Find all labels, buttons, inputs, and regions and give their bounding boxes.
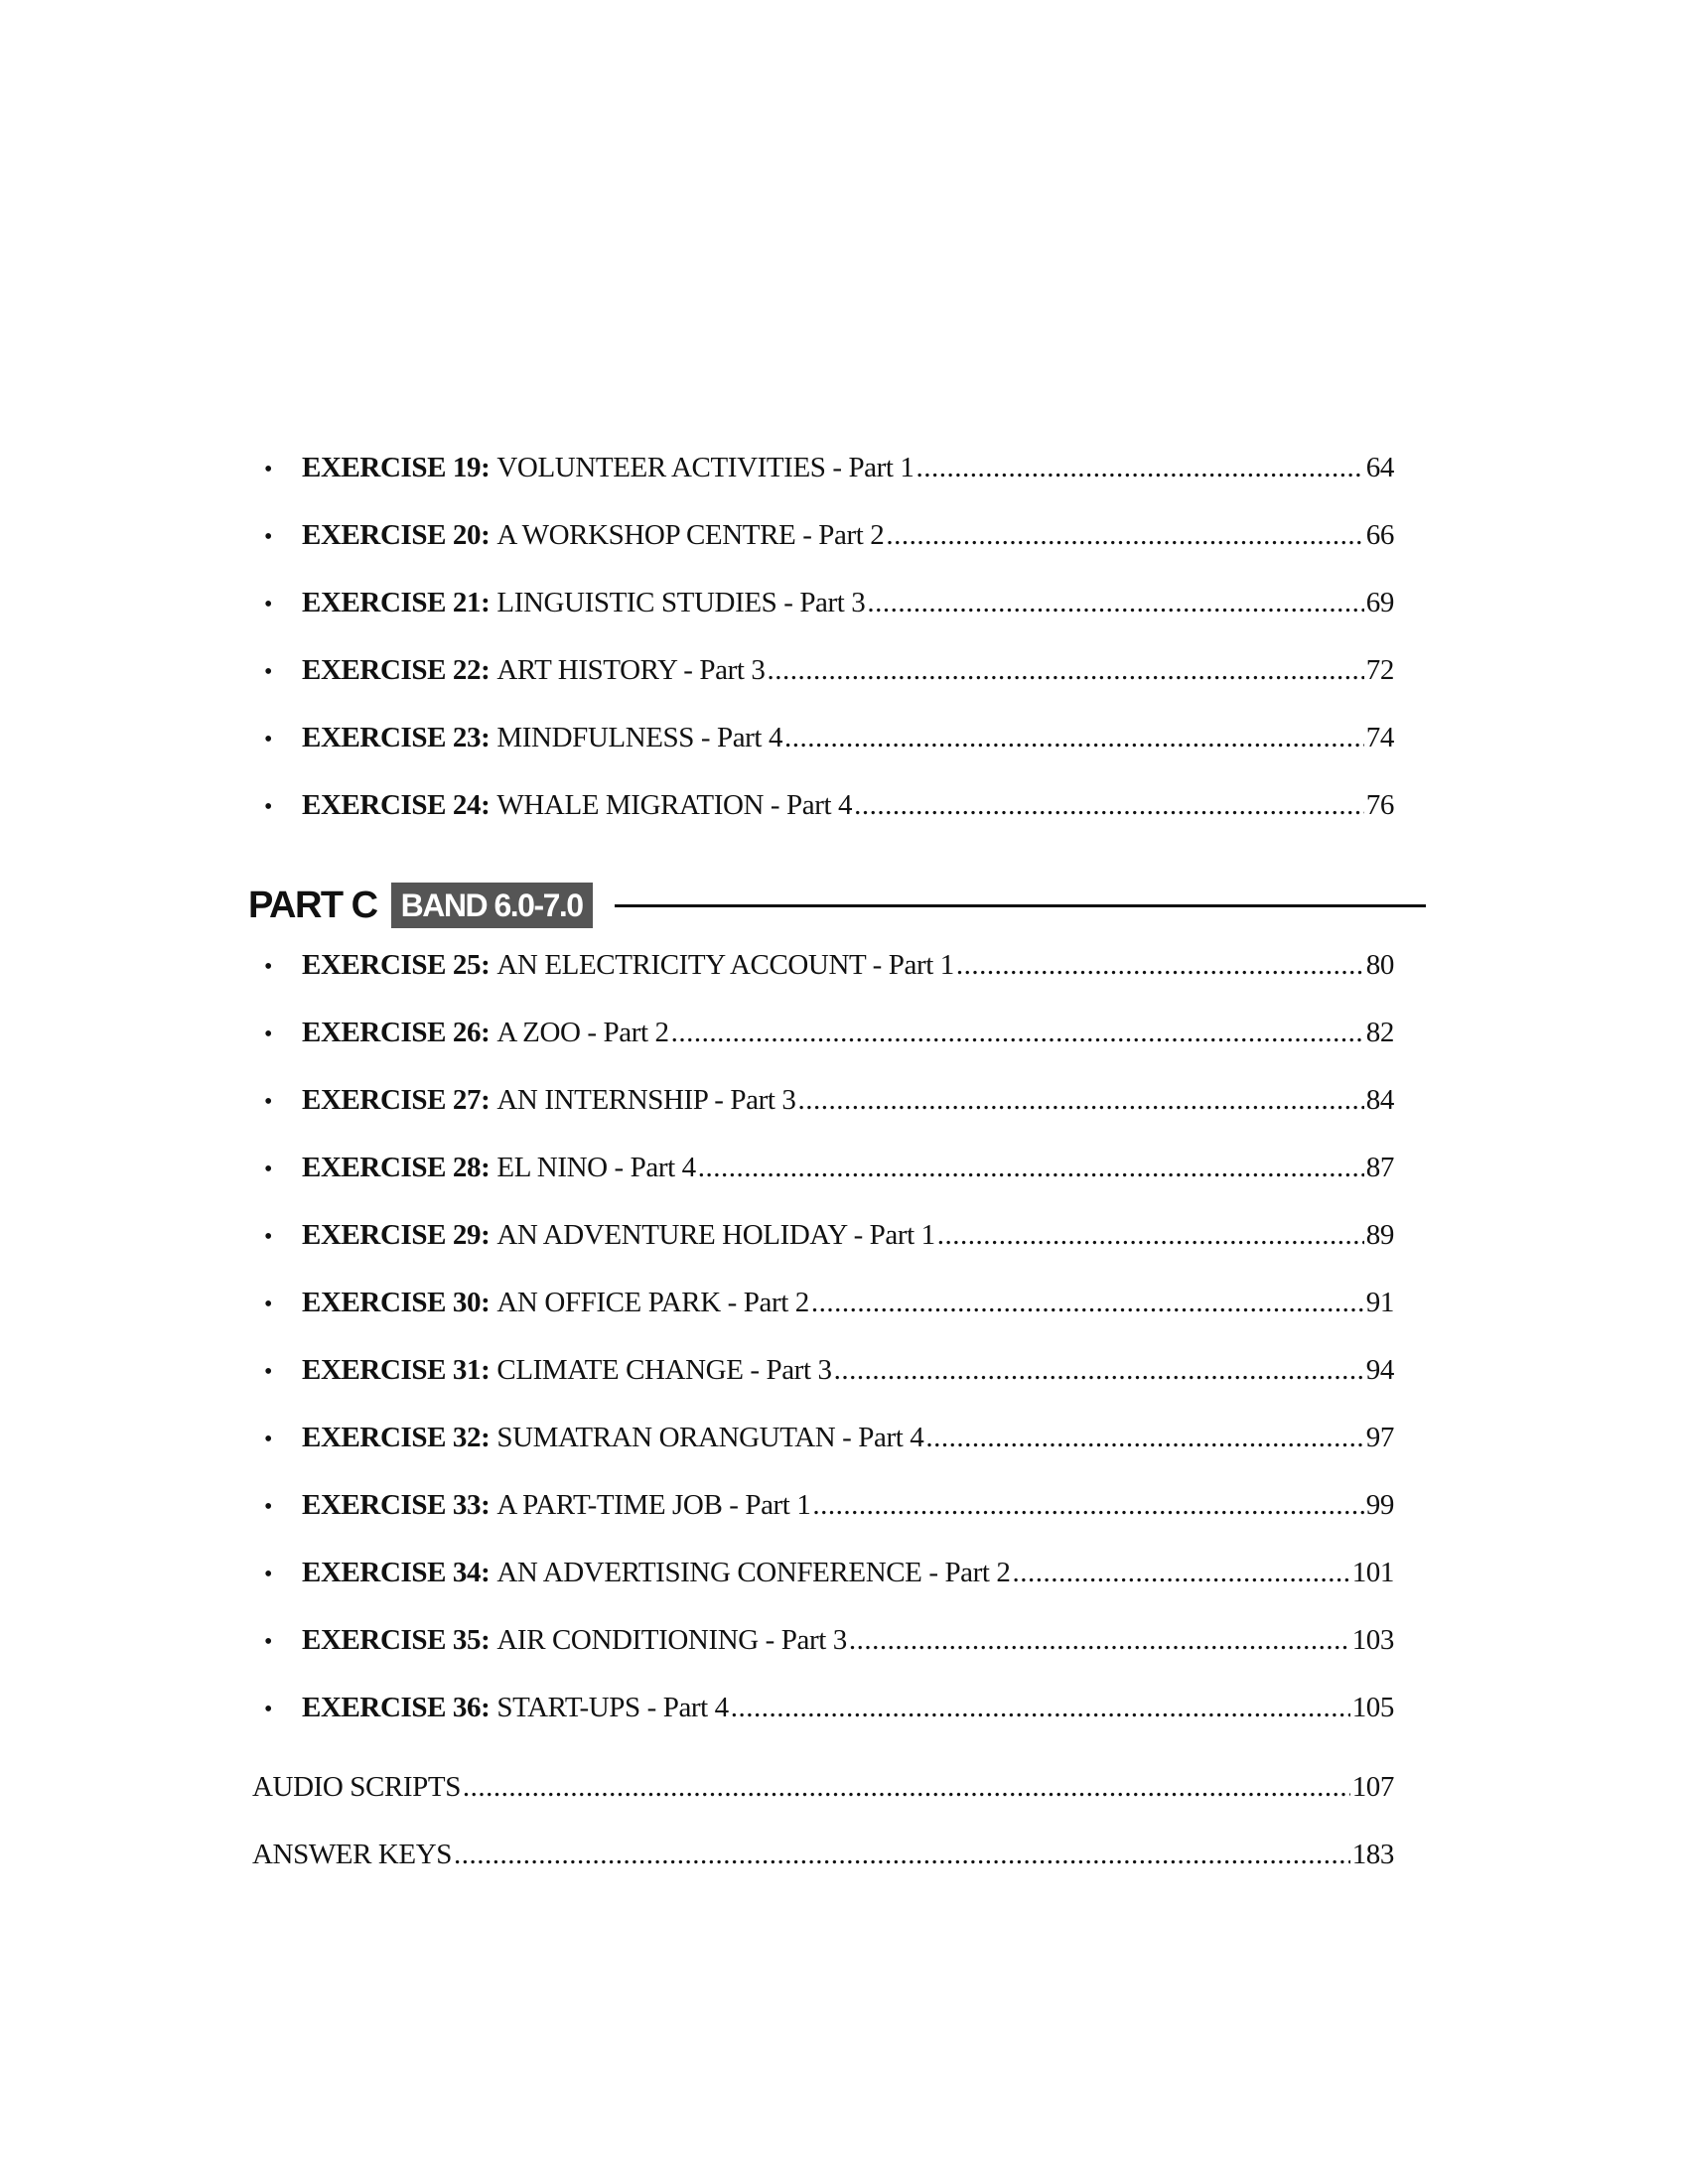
page-number: 74 [1365,722,1394,753]
dot-leader [463,1771,1350,1804]
exercise-number: EXERCISE 36: [302,1692,491,1723]
bullet-icon: • [264,1427,273,1452]
dot-leader [731,1692,1350,1724]
dot-leader [854,789,1364,822]
dot-leader [454,1839,1350,1871]
dot-leader [767,654,1363,687]
entry-title: AN OFFICE PARK - Part 2 [496,1287,809,1318]
toc-entry[interactable] [248,789,1394,857]
bullet-icon: • [264,592,273,617]
toc-entry[interactable] [248,1354,1394,1422]
dot-leader [956,949,1364,982]
page-number: 82 [1365,1017,1394,1048]
page-number: 97 [1365,1422,1394,1453]
dot-leader [1013,1557,1350,1589]
exercise-number: EXERCISE 31: [302,1354,491,1386]
toc-entry[interactable] [248,1624,1394,1692]
bullet-icon: • [264,954,273,980]
entry-title: AIR CONDITIONING - Part 3 [496,1624,847,1656]
toc-entry[interactable] [248,1287,1394,1354]
page-number: 105 [1351,1692,1394,1723]
entry-title: WHALE MIGRATION - Part 4 [496,789,853,821]
bullet-icon: • [264,1697,273,1722]
toc-entry[interactable] [248,1839,1394,1906]
part-title: PART C [248,884,377,926]
toc-entry[interactable] [248,1692,1394,1759]
bullet-icon: • [264,1494,273,1520]
toc-entry[interactable] [248,722,1394,789]
entry-title: AN ELECTRICITY ACCOUNT - Part 1 [496,949,954,981]
toc-list-part-c [248,949,1394,1759]
entry-title: LINGUISTIC STUDIES - Part 3 [496,587,866,618]
toc-entry[interactable] [248,1084,1394,1152]
dot-leader [886,519,1363,552]
part-c-heading [248,878,1426,933]
bullet-icon: • [264,1629,273,1655]
toc-entry[interactable] [248,1152,1394,1219]
dot-leader [811,1287,1364,1319]
bullet-icon: • [264,727,273,752]
bullet-icon: • [264,1157,273,1182]
page-number: 80 [1365,949,1394,981]
page-number: 72 [1365,654,1394,686]
heading-rule [615,904,1426,907]
toc-entry[interactable] [248,1557,1394,1624]
dot-leader [849,1624,1350,1657]
bullet-icon: • [264,1224,273,1250]
toc-entry[interactable] [248,1489,1394,1557]
dot-leader [937,1219,1364,1252]
exercise-number: EXERCISE 28: [302,1152,491,1183]
bullet-icon: • [264,1562,273,1587]
bullet-icon: • [264,1359,273,1385]
toc-entry[interactable] [248,949,1394,1017]
toc-list-appendix [248,1771,1394,1906]
entry-title: EL NINO - Part 4 [496,1152,696,1183]
exercise-number: EXERCISE 23: [302,722,491,753]
entry-title: START-UPS - Part 4 [496,1692,729,1723]
entry-title: A WORKSHOP CENTRE - Part 2 [496,519,885,551]
toc-list-part-b [248,452,1394,857]
page-number: 84 [1365,1084,1394,1116]
exercise-number: EXERCISE 34: [302,1557,491,1588]
page-number: 94 [1365,1354,1394,1386]
page-number: 103 [1351,1624,1394,1656]
page-number: 91 [1365,1287,1394,1318]
toc-entry[interactable] [248,1017,1394,1084]
page-number: 87 [1365,1152,1394,1183]
dot-leader [698,1152,1364,1184]
page-number: 183 [1351,1839,1394,1870]
exercise-number: EXERCISE 27: [302,1084,491,1116]
entry-title: CLIMATE CHANGE - Part 3 [496,1354,832,1386]
toc-entry[interactable] [248,1422,1394,1489]
entry-title: ART HISTORY - Part 3 [496,654,766,686]
dot-leader [916,452,1364,484]
dot-leader [797,1084,1363,1117]
entry-title: SUMATRAN ORANGUTAN - Part 4 [496,1422,924,1453]
bullet-icon: • [264,1089,273,1115]
dot-leader [925,1422,1363,1454]
bullet-icon: • [264,1292,273,1317]
entry-title: AUDIO SCRIPTS [252,1771,461,1803]
exercise-number: EXERCISE 32: [302,1422,491,1453]
entry-title: MINDFULNESS - Part 4 [496,722,783,753]
bullet-icon: • [264,457,273,482]
entry-title: AN ADVERTISING CONFERENCE - Part 2 [496,1557,1011,1588]
entry-title: A PART-TIME JOB - Part 1 [496,1489,811,1521]
exercise-number: EXERCISE 24: [302,789,491,821]
bullet-icon: • [264,524,273,550]
toc-entry[interactable] [248,587,1394,654]
entry-title: A ZOO - Part 2 [496,1017,669,1048]
exercise-number: EXERCISE 33: [302,1489,491,1521]
exercise-number: EXERCISE 25: [302,949,491,981]
exercise-number: EXERCISE 30: [302,1287,491,1318]
toc-entry[interactable] [248,519,1394,587]
toc-entry[interactable] [248,1771,1394,1839]
bullet-icon: • [264,659,273,685]
dot-leader [834,1354,1364,1387]
band-badge: BAND 6.0-7.0 [391,883,593,928]
dot-leader [867,587,1363,619]
entry-title: ANSWER KEYS [252,1839,453,1870]
exercise-number: EXERCISE 22: [302,654,491,686]
exercise-number: EXERCISE 20: [302,519,491,551]
page-number: 101 [1351,1557,1394,1588]
page-number: 66 [1365,519,1394,551]
entry-title: VOLUNTEER ACTIVITIES - Part 1 [496,452,914,483]
bullet-icon: • [264,1022,273,1047]
page-number: 69 [1365,587,1394,618]
page-number: 89 [1365,1219,1394,1251]
toc-entry[interactable] [248,452,1394,519]
page-number: 107 [1351,1771,1394,1803]
dot-leader [784,722,1364,754]
page-number: 76 [1365,789,1394,821]
page-number: 64 [1365,452,1394,483]
toc-entry[interactable] [248,654,1394,722]
exercise-number: EXERCISE 19: [302,452,491,483]
exercise-number: EXERCISE 21: [302,587,491,618]
entry-title: AN ADVENTURE HOLIDAY - Part 1 [496,1219,935,1251]
toc-entry[interactable] [248,1219,1394,1287]
exercise-number: EXERCISE 26: [302,1017,491,1048]
entry-title: AN INTERNSHIP - Part 3 [496,1084,796,1116]
exercise-number: EXERCISE 35: [302,1624,491,1656]
exercise-number: EXERCISE 29: [302,1219,491,1251]
dot-leader [812,1489,1363,1522]
bullet-icon: • [264,794,273,820]
dot-leader [671,1017,1364,1049]
page-number: 99 [1365,1489,1394,1521]
